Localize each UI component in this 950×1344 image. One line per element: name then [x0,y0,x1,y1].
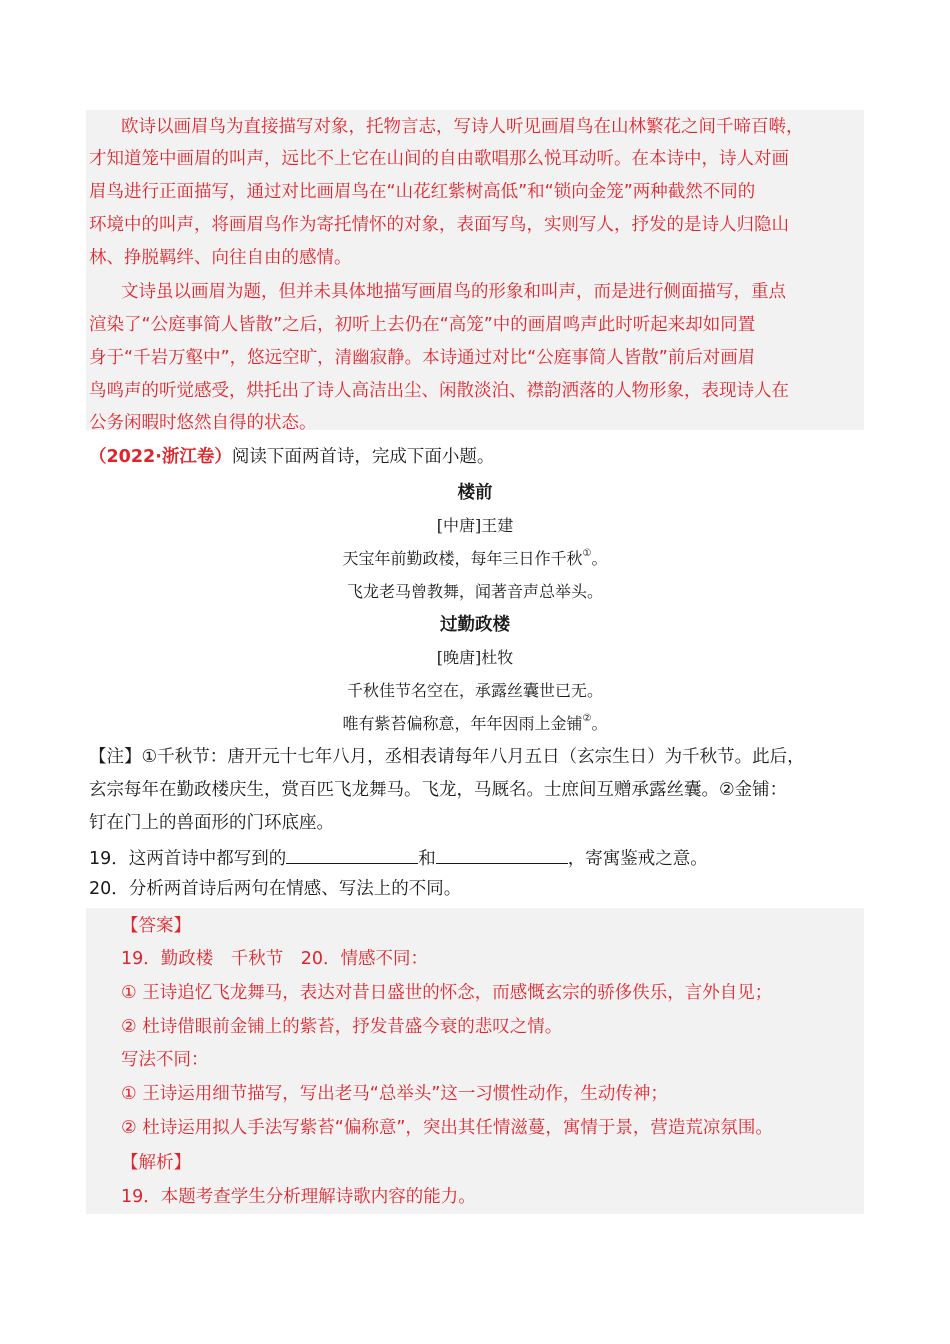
poem-1-line-1-end: 。 [591,549,608,568]
question-19-joiner: 和 [418,849,436,869]
analysis-para-2-line-4: 鸟鸣声的听觉感受，烘托出了诗人高洁出尘、闲散淡泊、襟韵洒落的人物形象，表现诗人在 [89,381,789,401]
analysis-para-1-line-2: 才知道笼中画眉的叫声，远比不上它在山间的自由歌唱那么悦耳动听。在本诗中，诗人对画 [89,149,789,169]
question-19 [89,845,708,870]
answer-blank-1[interactable] [286,845,418,864]
answer-line-2: ① 王诗追忆飞龙舞马，表达对昔日盛世的怀念，而感慨玄宗的骄侈佚乐，言外自见； [121,983,773,1003]
poem-1-line-2: 飞龙老马曾教舞，闻著音声总举头。 [346,582,603,601]
notes-line-3: 钉在门上的兽面形的门环底座。 [89,813,334,833]
notes-line-1: 【注】①千秋节：唐开元十七年八月，丞相表请每年八月五日（玄宗生日）为千秋节。此后， [89,747,805,767]
notes-line-2: 玄宗每年在勤政楼庆生，赏百匹飞龙舞马。飞龙，马厩名。士庶间互赠承露丝囊。②金铺： [89,780,788,800]
poem-1-title: 楼前 [457,483,493,503]
answer-blank-2[interactable] [436,845,568,864]
answer-line-5: ① 王诗运用细节描写，写出老马“总举头”这一习惯性动作，生动传神； [121,1084,668,1104]
exam-source: （2022·浙江卷） [89,447,232,467]
question-instruction: 阅读下面两首诗，完成下面小题。 [231,447,495,467]
poem-2-title: 过勤政楼 [440,615,510,635]
poem-1-author: [中唐]王建 [436,516,514,535]
analysis-para-2-line-5: 公务闲暇时悠然自得的状态。 [89,413,317,433]
poem-2-line-2-text: 唯有紫苔偏称意，年年因雨上金铺 [342,714,583,733]
analysis-para-2-line-2: 渲染了“公庭事简人皆散”之后，初听上去仍在“高笼”中的画眉鸣声此时听起来却如同置 [89,315,756,335]
answer-line-3: ② 杜诗借眼前金铺上的紫苔，抒发昔盛今衰的悲叹之情。 [121,1017,563,1037]
analysis-para-2-line-1: 文诗虽以画眉为题，但并未具体地描写画眉鸟的形象和叫声，而是进行侧面描写，重点 [121,282,786,302]
poem-2-author: [晚唐]杜牧 [436,648,514,667]
answer-heading: 【答案】 [121,916,191,936]
analysis-line-1: 19．本题考查学生分析理解诗歌内容的能力。 [121,1187,476,1207]
analysis-para-2-line-3: 身于“千岩万壑中”，悠远空旷，清幽寂静。本诗通过对比“公庭事简人皆散”前后对画眉 [89,348,756,368]
question-19-suffix: ，寄寓鉴戒之意。 [567,849,708,869]
analysis-para-1-line-5: 林、挣脱羁绊、向往自由的感情。 [89,248,352,268]
question-19-prefix: 这两首诗中都写到的 [128,849,287,869]
analysis-heading: 【解析】 [121,1153,191,1173]
analysis-para-1-line-4: 环境中的叫声，将画眉鸟作为寄托情怀的对象，表面写鸟，实则写人，抒发的是诗人归隐山 [89,215,789,235]
answer-line-6: ② 杜诗运用拟人手法写紫苔“偏称意”，突出其任情滋蔓，寓情于景，营造荒凉氛围。 [121,1118,773,1138]
poem-2-line-2 [0,713,950,735]
question-20-text: 分析两首诗后两句在情感、写法上的不同。 [128,879,462,899]
analysis-para-1-line-3: 眉鸟进行正面描写，通过对比画眉鸟在“山花红紫树高低”和“锁向金笼”两种截然不同的 [89,182,756,202]
poem-2-line-1: 千秋佳节名空在，承露丝囊世已无。 [346,681,603,700]
answer-line-4: 写法不同： [121,1050,209,1070]
footnote-mark-2: ② [582,713,592,724]
answer-line-1: 19．勤政楼 千秋节 20．情感不同： [121,949,429,969]
footnote-mark-1: ① [582,548,592,559]
poem-1-line-1-text: 天宝年前勤政楼，每年三日作千秋 [342,549,583,568]
question-19-number: 19． [89,849,129,869]
poem-2-line-2-end: 。 [591,714,608,733]
poem-1-line-1 [0,548,950,570]
question-20-number: 20． [89,879,129,899]
question-20 [89,878,461,900]
question-header [89,446,494,468]
analysis-para-1-line-1: 欧诗以画眉鸟为直接描写对象，托物言志，写诗人听见画眉鸟在山林繁花之间千啼百啭， [121,117,804,137]
